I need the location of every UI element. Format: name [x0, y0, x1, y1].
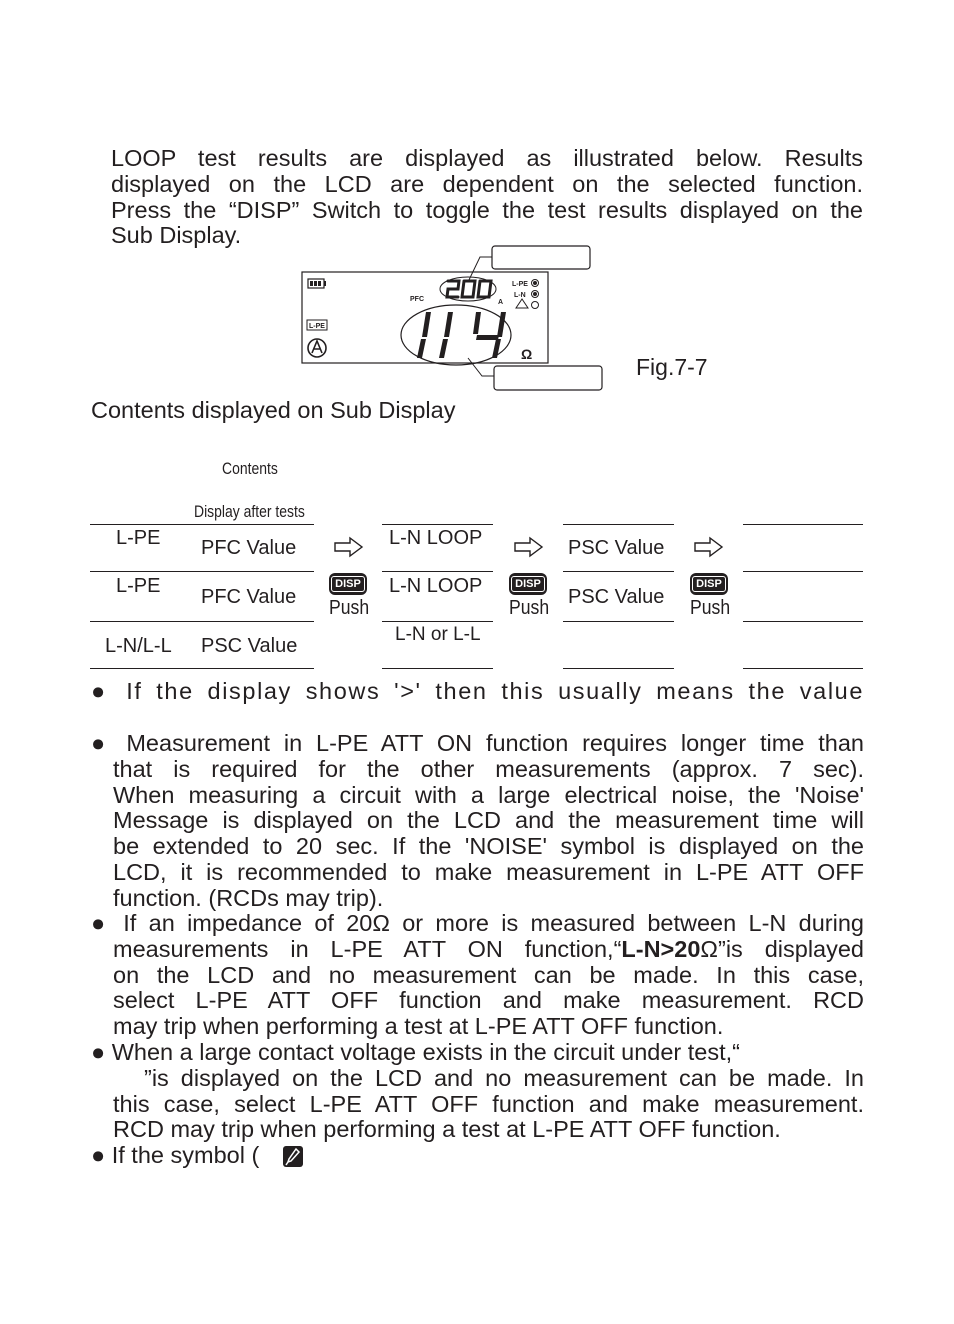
arrow-right-icon: [334, 536, 364, 558]
table-rule: [563, 621, 674, 622]
bullet-text: select L-PE ATT OFF function and make measurement. RCD: [113, 987, 864, 1014]
bullet-display-greater: [91, 679, 864, 705]
table-cell-step2-sub: L-N or L-L: [395, 624, 481, 645]
disp-button-icon: [329, 573, 367, 595]
bullet-text: When measuring a circuit with a large electrical noise, the 'Noise': [113, 781, 864, 808]
bullet-text: ● If an impedance of 20Ω or more is measured between L-N during: [91, 910, 864, 936]
table-rule: [90, 621, 314, 622]
intro-line: displayed on the LCD are dependent on the selected function.: [111, 170, 863, 197]
bullet-text-pre: measurements in L-PE ATT ON function,“: [113, 935, 622, 962]
push-label: Push: [690, 597, 731, 619]
lcd-ampere-label: A: [498, 299, 504, 306]
table-cell-step2: L-N LOOP: [389, 527, 483, 549]
bullet-text: that is required for the other measurements (approx. 7 sec).: [113, 755, 864, 782]
bullet-text-mixed: [91, 937, 864, 963]
lcd-lpe-badge: L-PE: [309, 323, 325, 330]
table-rule: [382, 668, 493, 669]
table-rule: [743, 668, 863, 669]
table-cell-function: L-N/L-L: [105, 635, 172, 657]
figure-caption: Fig.7-7: [636, 354, 708, 380]
disp-label: DISP: [692, 576, 726, 592]
lcd-ln-indicator: L-N: [514, 292, 526, 299]
table-cell-after: PFC Value: [201, 537, 297, 559]
disp-button-icon: [690, 573, 728, 595]
table-rule: [90, 668, 314, 669]
bullet-text: ”is displayed on the LCD and no measurement can be made. In: [144, 1064, 864, 1091]
intro-line: Press the “DISP” Switch to toggle the test results displayed on the: [111, 196, 863, 223]
disp-label: DISP: [511, 576, 545, 592]
sub-display-callout: [492, 246, 590, 269]
bullet-text: LCD, it is recommended to make measurement in L-PE ATT OFF: [113, 858, 864, 885]
table-rule: [90, 571, 314, 572]
arrow-right-icon: [514, 536, 544, 558]
table-cell-function: L-PE: [116, 575, 161, 597]
table-rule: [563, 524, 674, 525]
header-display-after-tests: Display after tests: [194, 502, 305, 521]
bullet-text: on the LCD and no measurement can be made. In this case,: [113, 961, 864, 988]
table-rule: [743, 571, 863, 572]
push-label: Push: [509, 597, 550, 619]
probe-symbol-icon: [283, 1146, 303, 1167]
bullet-text-post: Ω”is displayed: [700, 935, 864, 962]
bullet-text: ● If the symbol (: [91, 1142, 260, 1168]
table-rule: [382, 571, 493, 572]
main-display-callout: [494, 366, 602, 390]
bullet-text: ● When a large contact voltage exists in the circuit under test,“: [91, 1039, 741, 1065]
table-rule: [563, 571, 674, 572]
lcd-att-icon: [308, 339, 326, 357]
bullet-symbol: [91, 1143, 259, 1169]
table-rule: [382, 524, 493, 525]
table-rule: [743, 621, 863, 622]
intro-paragraph: [111, 146, 863, 249]
bullet-text: may trip when performing a test at L-PE ATT OFF function.: [113, 1013, 724, 1040]
warning-triangle-icon: [516, 299, 528, 308]
lcd-pfc-label: PFC: [410, 296, 424, 303]
lcd-lpe-indicator: L-PE: [512, 281, 528, 288]
bullet-contact-voltage: [91, 1040, 864, 1143]
push-label: Push: [329, 597, 370, 619]
bullet-impedance: [91, 911, 864, 1040]
bullet-text: ● If the display shows '>' then this usually means the value: [91, 678, 864, 704]
table-cell-step3: PSC Value: [568, 537, 665, 559]
sub-display-heading: Contents displayed on Sub Display: [91, 397, 456, 423]
bullet-text: Message is displayed on the LCD and the measurement time will: [113, 807, 864, 834]
bullet-text: this case, select L-PE ATT OFF function and make measurement.: [113, 1090, 864, 1117]
intro-line: Sub Display.: [111, 222, 242, 249]
lcd-ohm-unit: Ω: [521, 346, 533, 362]
battery-icon: [308, 279, 326, 288]
table-cell-step2: L-N LOOP: [389, 575, 483, 597]
bullet-text: RCD may trip when performing a test at L-PE ATT OFF function.: [113, 1116, 781, 1143]
arrow-right-icon: [694, 536, 724, 558]
table-cell-step3: PSC Value: [568, 586, 665, 608]
main-display-digits: [417, 312, 506, 358]
lcd-figure: [296, 242, 616, 392]
disp-button-icon: [509, 573, 547, 595]
bullet-att-on-timing: [91, 731, 864, 912]
table-cell-after: PSC Value: [201, 635, 298, 657]
lcd-illustration: [296, 242, 616, 392]
sub-display-digits: [447, 281, 491, 297]
table-cell-after: PFC Value: [201, 586, 297, 608]
table-rule: [563, 668, 674, 669]
bullet-text: be extended to 20 sec. If the 'NOISE' symbol is displayed on the: [113, 833, 864, 860]
table-rule: [743, 524, 863, 525]
table-cell-function: L-PE: [116, 527, 161, 549]
table-rule: [382, 621, 493, 622]
bullet-text: ● Measurement in L-PE ATT ON function requires longer time than: [91, 730, 864, 756]
bullet-text: function. (RCDs may trip).: [113, 884, 384, 911]
table-rule: [90, 524, 314, 525]
bullet-text-bold: L-N>20: [621, 935, 701, 962]
disp-label: DISP: [331, 576, 365, 592]
header-contents: Contents: [222, 459, 278, 478]
intro-line: LOOP test results are displayed as illustrated below. Results: [111, 145, 863, 171]
